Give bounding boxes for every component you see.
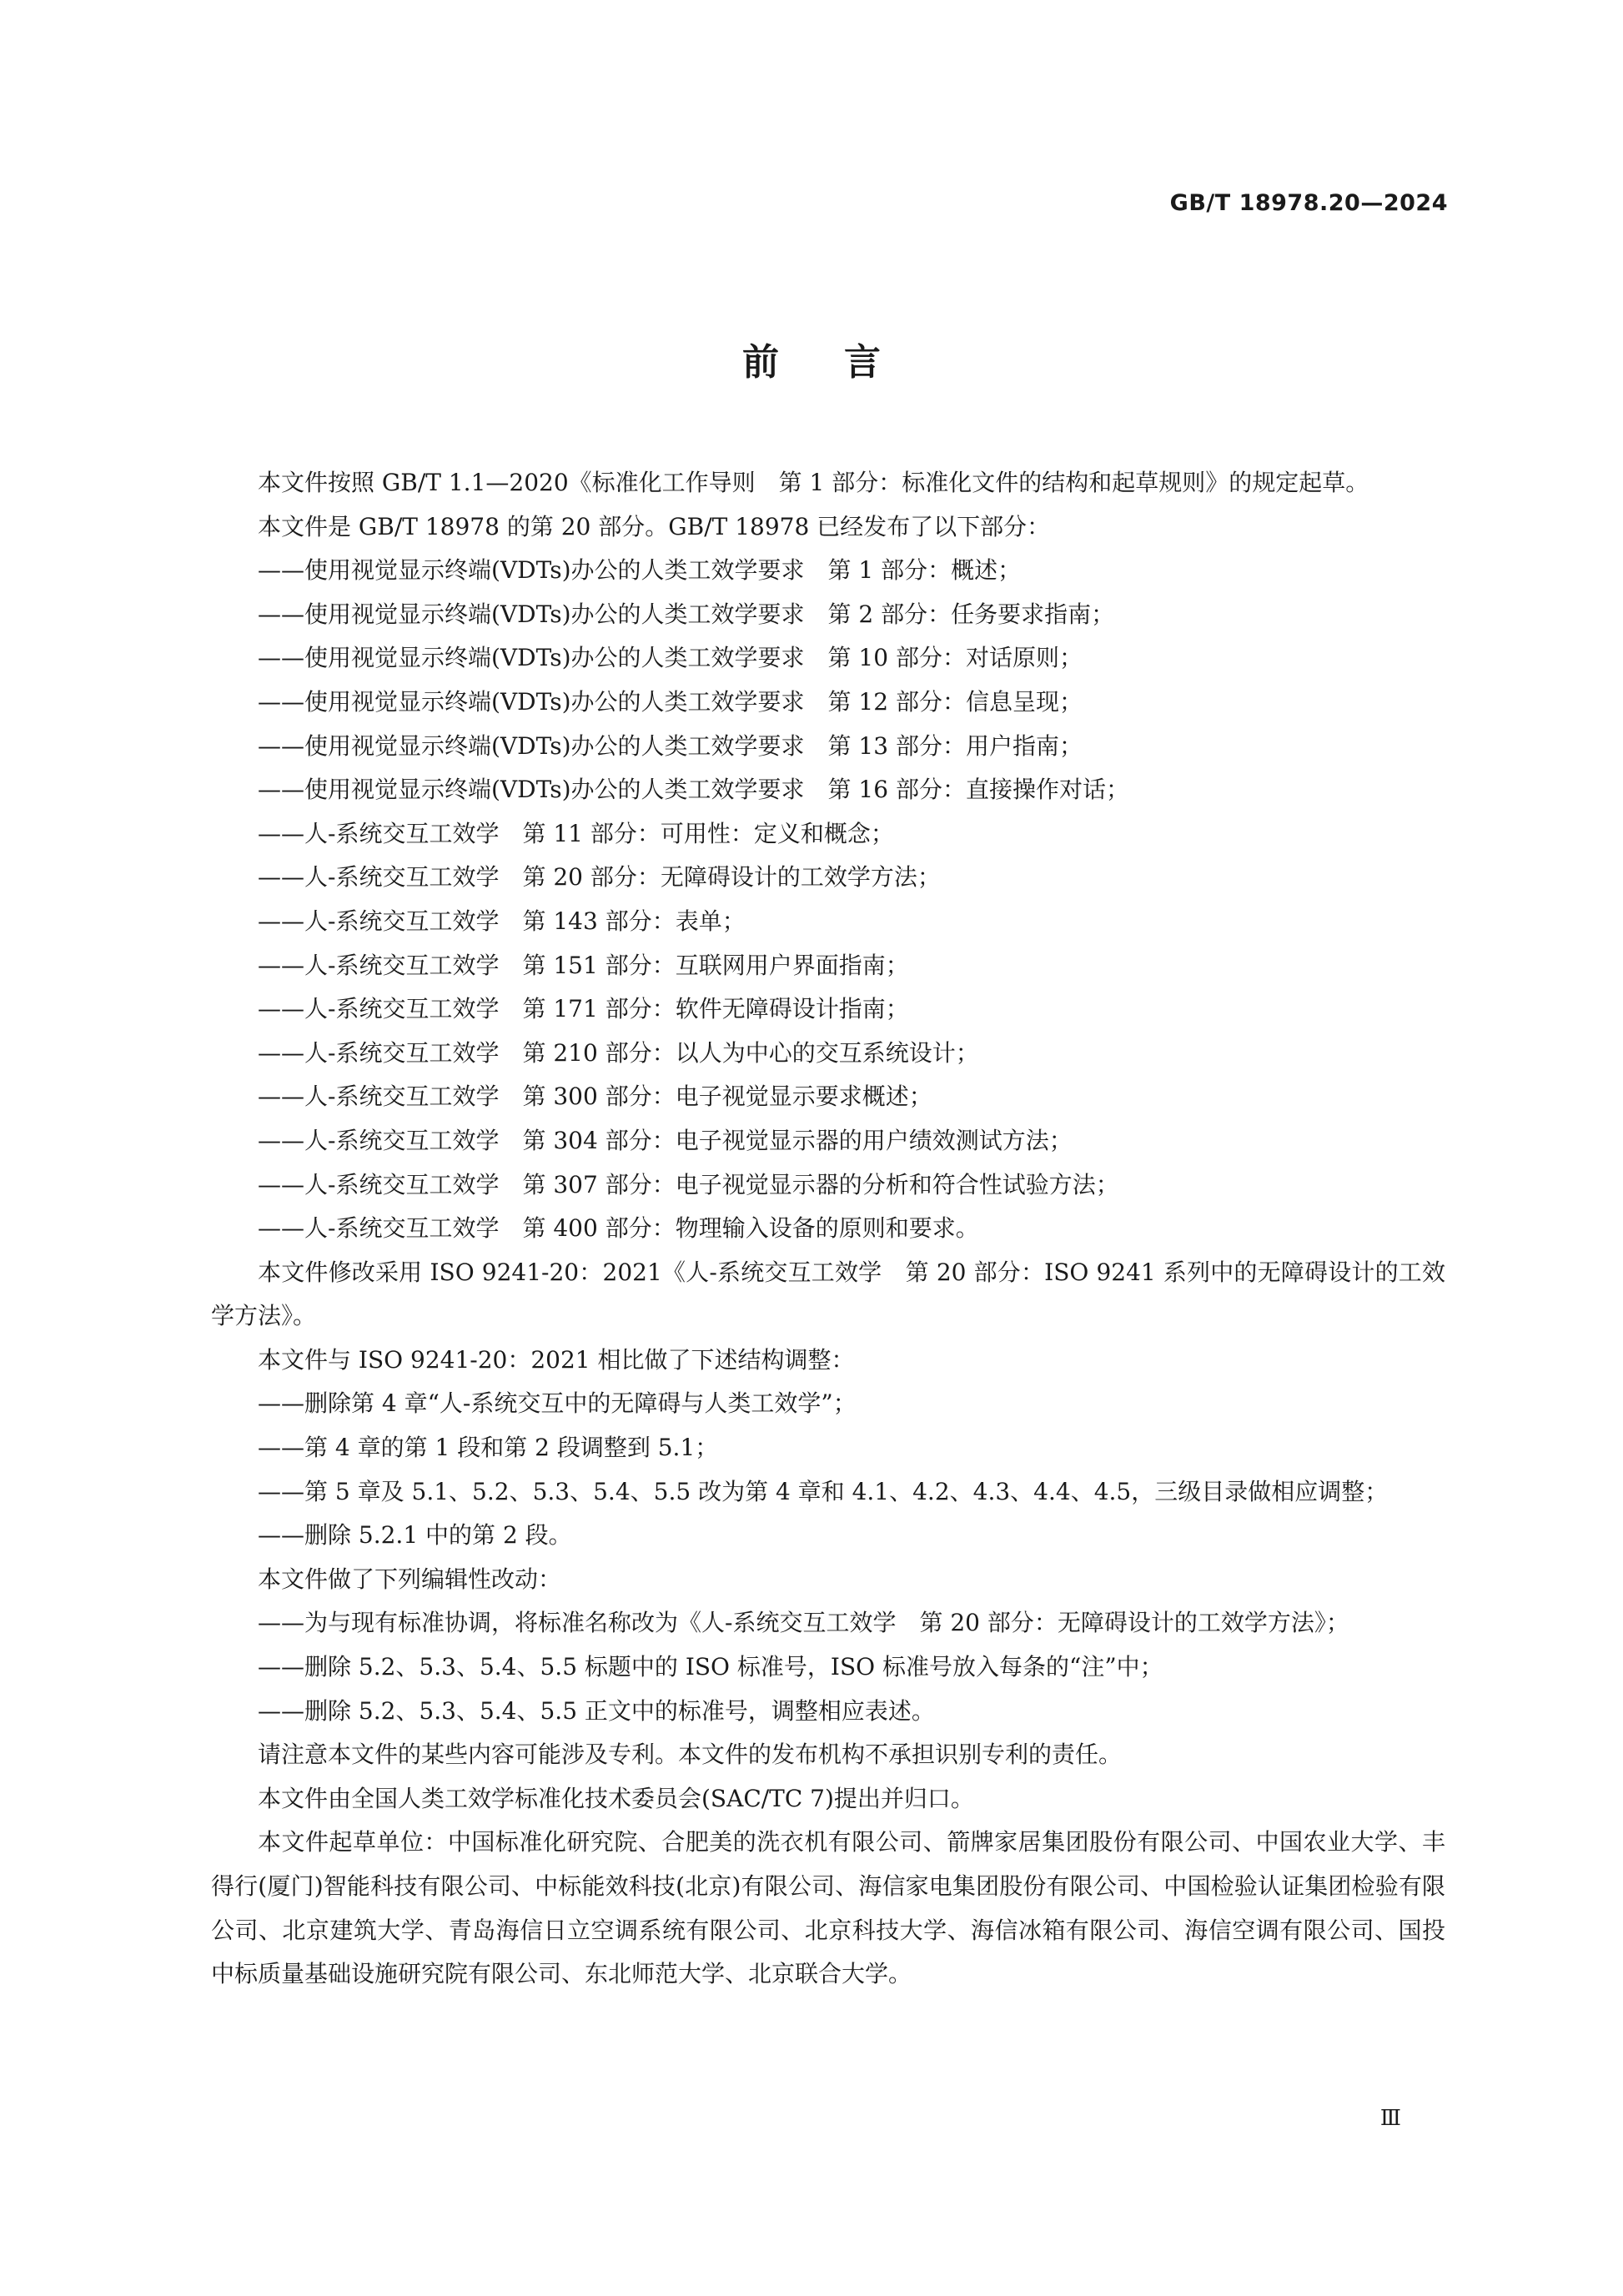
paragraph: 请注意本文件的某些内容可能涉及专利。本文件的发布机构不承担识别专利的责任。 [258,1741,1123,1769]
paragraph: 本文件按照 GB/T 1.1—2020《标准化工作导则 第 1 部分：标准化文件的结构和起草规则》的规定起草。 [258,469,1369,496]
page-title: 前言 [742,341,946,384]
list-item: ——删除第 4 章“人-系统交互中的无障碍与人类工效学”； [258,1389,857,1418]
list-item: ——使用视觉显示终端(VDTs)办公的人类工效学要求 第 12 部分：信息呈现； [258,687,1083,716]
list-item: ——使用视觉显示终端(VDTs)办公的人类工效学要求 第 10 部分：对话原则； [258,644,1083,672]
list-item: ——第 4 章的第 1 段和第 2 段调整到 5.1； [258,1434,719,1462]
list-item: ——人-系统交互工效学 第 300 部分：电子视觉显示要求概述； [258,1083,932,1111]
list-item: ——删除 5.2、5.3、5.4、5.5 正文中的标准号，调整相应表述。 [258,1696,935,1725]
list-item: ——使用视觉显示终端(VDTs)办公的人类工效学要求 第 2 部分：任务要求指南； [258,600,1115,628]
paragraph: 本文件与 ISO 9241-20：2021 相比做了下述结构调整： [258,1345,855,1374]
paragraph: 本文件是 GB/T 18978 的第 20 部分。GB/T 18978 已经发布了以下部分： [258,512,1051,540]
standard-code: GB/T 18978.20—2024 [1169,190,1448,216]
page-number: Ⅲ [1379,2106,1399,2131]
list-item: ——人-系统交互工效学 第 400 部分：物理输入设备的原则和要求。 [258,1214,979,1243]
list-item: ——人-系统交互工效学 第 20 部分：无障碍设计的工效学方法； [258,863,941,892]
list-item: ——第 5 章及 5.1、5.2、5.3、5.4、5.5 改为第 4 章和 4.1、4.2、4.3、4.4、4.5，三级目录做相应调整； [258,1477,1389,1505]
paragraph: 本文件做了下列编辑性改动： [258,1565,562,1593]
list-item: ——人-系统交互工效学 第 171 部分：软件无障碍设计指南； [258,995,909,1023]
list-item: ——删除 5.2.1 中的第 2 段。 [258,1521,572,1550]
foreword-body [211,461,1445,1997]
list-item: ——人-系统交互工效学 第 210 部分：以人为中心的交互系统设计； [258,1038,979,1067]
list-item: ——删除 5.2、5.3、5.4、5.5 标题中的 ISO 标准号，ISO 标准号放入每条的“注”中； [258,1653,1163,1681]
paragraph: 本文件起草单位：中国标准化研究院、合肥美的洗衣机有限公司、箭牌家居集团股份有限公司、中国农业大学、丰得行(厦门)智能科技有限公司、中标能效科技(北京)有限公司、海信家电集团股份有限公司、中国检验认证集团检验有限公司、北京建筑大学、青岛海信日立空调系统有限公司、北京科技大学、海信冰箱有限公司、海信空调有限公司、国投中标质量基础设施研究院有限公司、东北师范大学、北京联合大学。 [211,1828,1445,1988]
paragraph: 本文件修改采用 ISO 9241-20：2021《人-系统交互工效学 第 20 部分：ISO 9241 系列中的无障碍设计的工效学方法》。 [211,1258,1445,1330]
list-item: ——为与现有标准协调，将标准名称改为《人-系统交互工效学 第 20 部分：无障碍设计的工效学方法》； [258,1609,1349,1637]
list-item: ——人-系统交互工效学 第 151 部分：互联网用户界面指南； [258,951,909,979]
list-item: ——人-系统交互工效学 第 304 部分：电子视觉显示器的用户绩效测试方法； [258,1126,1073,1154]
list-item: ——使用视觉显示终端(VDTs)办公的人类工效学要求 第 1 部分：概述； [258,556,1022,585]
list-item: ——使用视觉显示终端(VDTs)办公的人类工效学要求 第 13 部分：用户指南； [258,731,1083,760]
list-item: ——人-系统交互工效学 第 143 部分：表单； [258,907,746,935]
list-item: ——人-系统交互工效学 第 307 部分：电子视觉显示器的分析和符合性试验方法； [258,1170,1119,1198]
list-item: ——使用视觉显示终端(VDTs)办公的人类工效学要求 第 16 部分：直接操作对话； [258,776,1129,804]
paragraph: 本文件由全国人类工效学标准化技术委员会(SAC/TC 7)提出并归口。 [258,1784,974,1812]
list-item: ——人-系统交互工效学 第 11 部分：可用性：定义和概念； [258,819,894,847]
